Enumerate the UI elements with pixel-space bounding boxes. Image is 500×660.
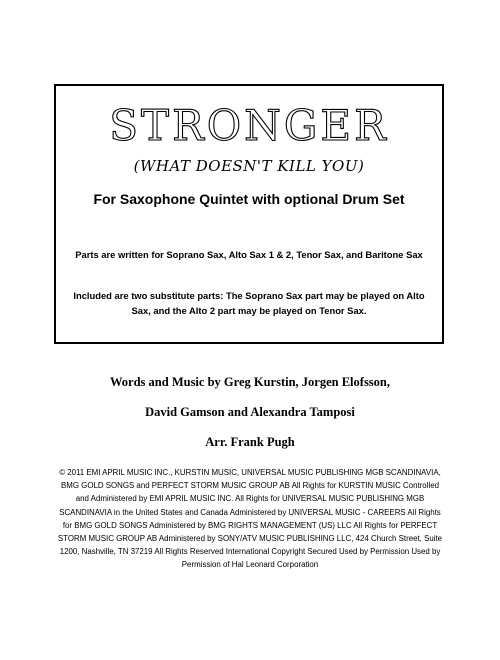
instrumentation-heading: For Saxophone Quintet with optional Drum Set — [93, 191, 405, 207]
arranger-credit: Arr. Frank Pugh — [205, 435, 295, 449]
substitute-parts-note: Included are two substitute parts: The Soprano Sax part may be played on Alto Sax, and the Alto 2 part may be played on Tenor Sax. — [73, 290, 425, 316]
title-box — [54, 84, 444, 344]
credits-line-2: David Gamson and Alexandra Tamposi — [145, 405, 355, 419]
parts-note: Parts are written for Soprano Sax, Alto Sax 1 & 2, Tenor Sax, and Baritone Sax — [75, 249, 423, 260]
credits-line-1: Words and Music by Greg Kurstin, Jorgen Elofsson, — [109, 375, 390, 389]
copyright-notice: © 2011 EMI APRIL MUSIC INC., KURSTIN MUSIC, UNIVERSAL MUSIC PUBLISHING MGB SCANDINAVIA, BMG GOLD SONGS and PERFECT STORM MUSIC GROUP AB All Rights for KURSTIN MUSIC Controlled and Administered by EMI APRIL MUSIC INC. All Rights for UNIVERSAL MUSIC PUBLISHING MGB SCANDINAVIA in the United States and Canada Administered by UNIVERSAL MUSIC - CAREERS All Rights for BMG GOLD SONGS Administered by BMG RIGHTS MANAGEMENT (US) LLC All Rights for PERFECT STORM MUSIC GROUP AB Administered by SONY/ATV MUSIC PUBLISHING LLC, 424 Church Street, Suite 1200, Nashville, TN 37219 All Rights Reserved International Copyright Secured Used by Permission Used by Permission of Hal Leonard Corporation — [57, 468, 443, 570]
page-title: STRONGER — [109, 101, 389, 150]
subtitle: (WHAT DOESN'T KILL YOU) — [133, 157, 365, 175]
